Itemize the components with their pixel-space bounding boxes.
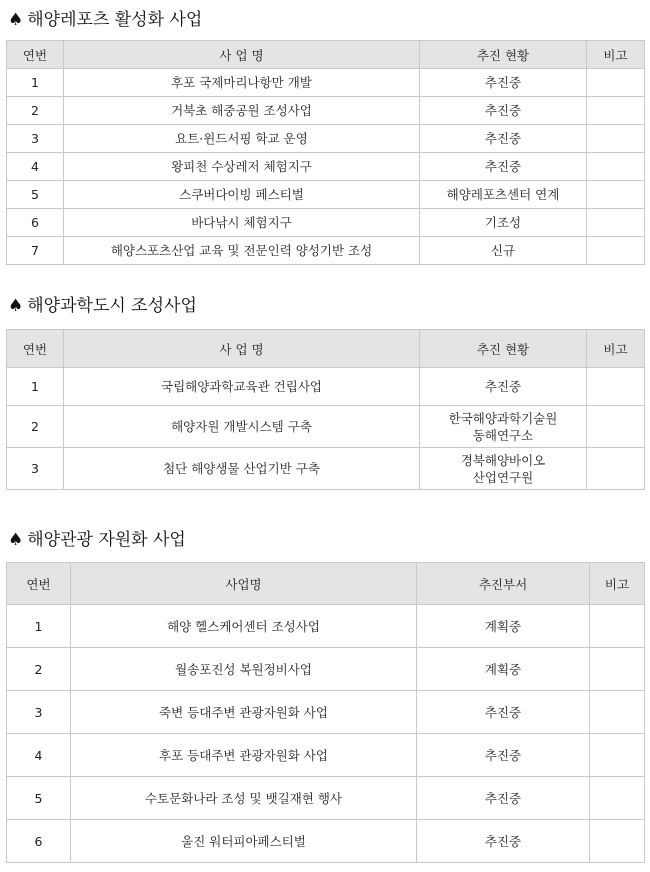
cell-no: 3 (7, 448, 64, 490)
cell-status (420, 406, 587, 448)
table-row (7, 69, 645, 97)
cell-note (587, 209, 645, 237)
cell-no: 2 (7, 406, 64, 448)
cell-status: 계획중 (417, 648, 590, 691)
table-row (7, 734, 645, 777)
cell-status: 추진중 (420, 69, 587, 97)
cell-name: 스쿠버다이빙 페스티벌 (64, 181, 420, 209)
table-row (7, 153, 645, 181)
cell-note (587, 448, 645, 490)
cell-status (420, 368, 587, 406)
cell-name: 후포 등대주변 관광자원화 사업 (71, 734, 417, 777)
cell-name: 해양 헬스케어센터 조성사업 (71, 605, 417, 648)
header-name: 사 업 명 (64, 330, 420, 368)
cell-status: 추진중 (417, 777, 590, 820)
cell-status: 계획중 (417, 605, 590, 648)
cell-no: 2 (7, 648, 71, 691)
cell-note (587, 69, 645, 97)
cell-note (590, 605, 645, 648)
cell-note (590, 777, 645, 820)
table-row (7, 605, 645, 648)
header-name: 사업명 (71, 563, 417, 605)
section-title (6, 6, 644, 34)
table-row (7, 125, 645, 153)
table-row (7, 181, 645, 209)
spade-icon: ♠ (8, 530, 24, 550)
cell-note (587, 125, 645, 153)
section-title (6, 292, 644, 320)
cell-status: 신규 (420, 237, 587, 265)
cell-name: 바다낚시 체험지구 (64, 209, 420, 237)
section-marine-tourism (6, 526, 644, 863)
cell-no: 5 (7, 181, 64, 209)
table-row (7, 237, 645, 265)
cell-status: 추진중 (417, 820, 590, 863)
status-line: 한국해양과학기술원 (448, 410, 558, 426)
cell-status: 추진중 (420, 125, 587, 153)
table-row (7, 448, 645, 490)
marine-leisure-table (6, 40, 645, 265)
spade-icon: ♠ (8, 296, 24, 316)
status-line: 경북해양바이오 (460, 452, 546, 468)
cell-note (587, 181, 645, 209)
cell-note (587, 368, 645, 406)
status-line: 추진중 (484, 379, 522, 394)
cell-no: 6 (7, 209, 64, 237)
table-row (7, 97, 645, 125)
cell-note (590, 734, 645, 777)
cell-no: 3 (7, 691, 71, 734)
cell-no: 4 (7, 153, 64, 181)
cell-name: 수토문화나라 조성 및 뱃길재현 행사 (71, 777, 417, 820)
cell-note (590, 648, 645, 691)
cell-no: 3 (7, 125, 64, 153)
table-header-row (7, 41, 645, 69)
cell-note (590, 691, 645, 734)
section-title-text: 해양관광 자원화 사업 (27, 530, 186, 550)
header-no: 연번 (7, 563, 71, 605)
header-note: 비고 (590, 563, 645, 605)
status-line: 동해연구소 (472, 427, 534, 443)
section-title (6, 526, 644, 554)
cell-name: 울진 워터피아페스티벌 (71, 820, 417, 863)
header-status: 추진 현황 (420, 330, 587, 368)
header-dept: 추진부서 (417, 563, 590, 605)
cell-name: 해양자원 개발시스템 구축 (64, 406, 420, 448)
table-row (7, 820, 645, 863)
cell-no: 4 (7, 734, 71, 777)
table-row (7, 209, 645, 237)
cell-status: 추진중 (417, 734, 590, 777)
cell-status (420, 448, 587, 490)
table-row (7, 777, 645, 820)
cell-note (587, 237, 645, 265)
cell-no: 1 (7, 368, 64, 406)
cell-note (590, 820, 645, 863)
table-row (7, 406, 645, 448)
cell-note (587, 153, 645, 181)
cell-no: 6 (7, 820, 71, 863)
section-marine-leisure (6, 6, 644, 265)
cell-no: 1 (7, 69, 64, 97)
cell-status: 추진중 (420, 153, 587, 181)
cell-name: 거북초 해중공원 조성사업 (64, 97, 420, 125)
table-row (7, 691, 645, 734)
header-note: 비고 (587, 330, 645, 368)
marine-tourism-table (6, 562, 645, 863)
cell-no: 1 (7, 605, 71, 648)
cell-name: 후포 국제마리나항만 개발 (64, 69, 420, 97)
section-title-text: 해양레포츠 활성화 사업 (27, 10, 203, 30)
cell-status: 추진중 (420, 97, 587, 125)
spade-icon: ♠ (8, 10, 24, 30)
cell-no: 2 (7, 97, 64, 125)
cell-status: 추진중 (417, 691, 590, 734)
cell-name: 첨단 해양생물 산업기반 구축 (64, 448, 420, 490)
cell-name: 국립해양과학교육관 건립사업 (64, 368, 420, 406)
header-note: 비고 (587, 41, 645, 69)
cell-name: 요트·윈드서핑 학교 운영 (64, 125, 420, 153)
cell-no: 7 (7, 237, 64, 265)
cell-name: 왕피천 수상레저 체험지구 (64, 153, 420, 181)
cell-note (587, 406, 645, 448)
cell-status: 해양레포츠센터 연계 (420, 181, 587, 209)
table-header-row (7, 563, 645, 605)
header-no: 연번 (7, 330, 64, 368)
cell-status: 기조성 (420, 209, 587, 237)
section-marine-science-city (6, 292, 644, 490)
table-header-row (7, 330, 645, 368)
cell-name: 죽변 등대주변 관광자원화 사업 (71, 691, 417, 734)
status-line: 산업연구원 (472, 469, 534, 485)
cell-no: 5 (7, 777, 71, 820)
section-title-text: 해양과학도시 조성사업 (27, 296, 197, 316)
cell-name: 해양스포츠산업 교육 및 전문인력 양성기반 조성 (64, 237, 420, 265)
header-status: 추진 현황 (420, 41, 587, 69)
header-no: 연번 (7, 41, 64, 69)
marine-science-table (6, 329, 645, 490)
cell-name: 월송포진성 복원정비사업 (71, 648, 417, 691)
header-name: 사 업 명 (64, 41, 420, 69)
table-row (7, 648, 645, 691)
cell-note (587, 97, 645, 125)
table-row (7, 368, 645, 406)
